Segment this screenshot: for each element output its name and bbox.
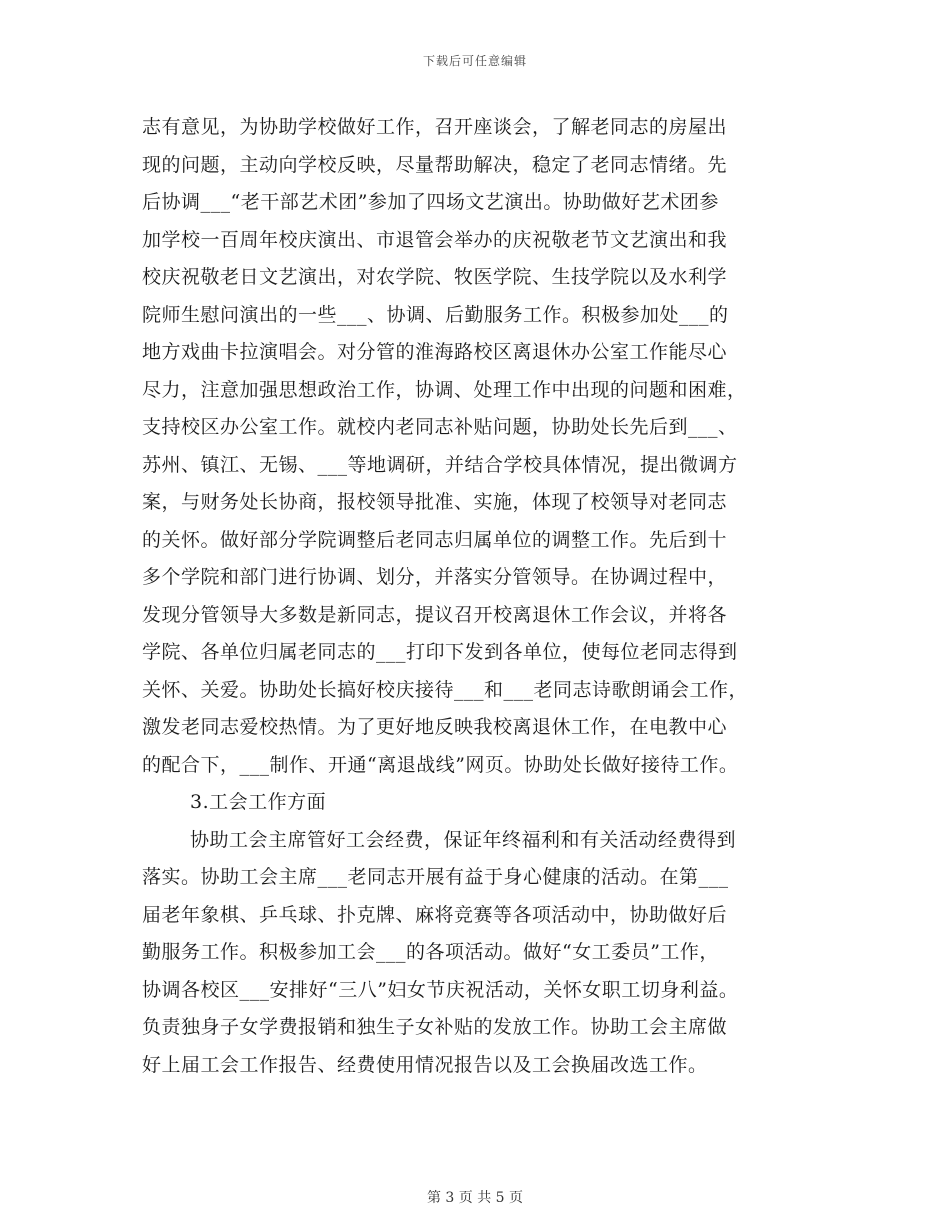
body-line: 的配合下，___制作、开通“离退战线”网页。协助处长做好接待工作。 [142,754,739,776]
page-header: 下载后可任意编辑 [422,54,527,68]
section-heading: 3.工会工作方面 [190,791,327,813]
body-line: 志有意见，为协助学校做好工作，召开座谈会，了解老同志的房屋出 [142,116,728,138]
body-line: 现的问题，主动向学校反映，尽量帮助解决，稳定了老同志情绪。先 [142,154,728,176]
body-line: 地方戏曲卡拉演唱会。对分管的淮海路校区离退休办公室工作能尽心 [142,341,728,363]
body-line: 学院、各单位归属老同志的___打印下发到各单位，使每位老同志得到 [142,641,738,663]
body-line: 届老年象棋、乒乓球、扑克牌、麻将竞赛等各项活动中，协助做好后 [142,904,728,926]
body-line: 勤服务工作。积极参加工会___的各项活动。做好“女工委员”工作， [142,941,719,963]
body-line: 协助工会主席管好工会经费，保证年终福利和有关活动经费得到 [190,829,737,851]
body-line: 校庆祝敬老日文艺演出，对农学院、牧医学院、生技学院以及水利学 [142,266,728,288]
body-line: 后协调___“老干部艺术团”参加了四场文艺演出。协助做好艺术团参 [142,191,719,213]
body-line: 好上届工会工作报告、经费使用情况报告以及工会换届改选工作。 [142,1054,708,1076]
body-line: 激发老同志爱校热情。为了更好地反映我校离退休工作，在电教中心 [142,716,728,738]
body-line: 案，与财务处长协商，报校领导批准、实施，体现了校领导对老同志 [142,491,728,513]
body-line: 关怀、关爱。协助处长搞好校庆接待___和___老同志诗歌朗诵会工作， [142,679,749,701]
body-line: 负责独身子女学费报销和独生子女补贴的发放工作。协助工会主席做 [142,1016,728,1038]
body-line: 苏州、镇江、无锡、___等地调研，并结合学校具体情况，提出微调方 [142,454,738,476]
body-line: 协调各校区___安排好“三八”妇女节庆祝活动，关怀女职工切身利益。 [142,979,739,1001]
body-line: 发现分管领导大多数是新同志，提议召开校离退休工作会议，并将各 [142,604,728,626]
body-line: 的关怀。做好部分学院调整后老同志归属单位的调整工作。先后到十 [142,529,728,551]
body-line: 支持校区办公室工作。就校内老同志补贴问题，协助处长先后到___、 [142,416,738,438]
page-footer: 第 3 页 共 5 页 [426,1190,524,1206]
body-line: 多个学院和部门进行协调、划分，并落实分管领导。在协调过程中， [142,566,728,588]
body-line: 落实。协助工会主席___老同志开展有益于身心健康的活动。在第___ [142,866,729,888]
body-line: 加学校一百周年校庆演出、市退管会举办的庆祝敬老节文艺演出和我 [142,229,728,251]
body-line: 院师生慰问演出的一些___、协调、后勤服务工作。积极参加处___的 [142,304,729,326]
body-line: 尽力，注意加强思想政治工作，协调、处理工作中出现的问题和困难， [142,379,747,401]
